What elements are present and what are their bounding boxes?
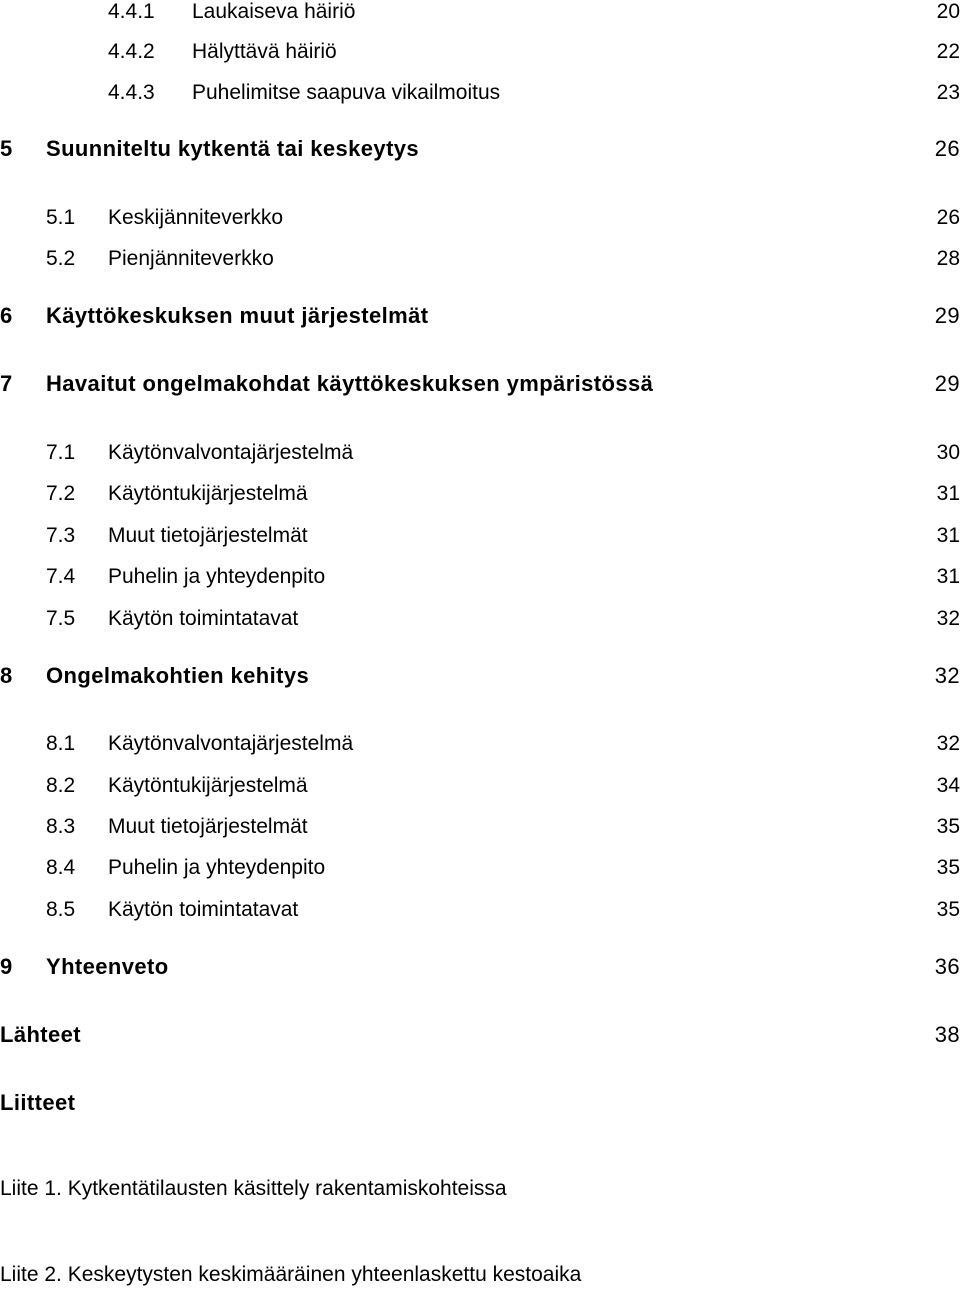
toc-chapter-7[interactable] bbox=[0, 368, 960, 400]
toc-entry-title: Käytöntukijärjestelmä bbox=[108, 774, 308, 797]
toc-entry-title: Puhelimitse saapuva vikailmoitus bbox=[192, 81, 501, 104]
toc-entry-number: 4.4.1 bbox=[108, 0, 155, 23]
toc-entry-title: Liitteet bbox=[0, 1090, 76, 1115]
toc-entry-page: 35 bbox=[936, 856, 960, 879]
toc-entry-7-4[interactable] bbox=[0, 561, 960, 593]
toc-entry-4-4-3[interactable] bbox=[0, 77, 960, 109]
toc-entry-number: 7.2 bbox=[46, 482, 76, 505]
toc-entry-number: 4.4.3 bbox=[108, 81, 155, 104]
toc-entry-page: 29 bbox=[934, 371, 960, 396]
toc-entry-number: 8.3 bbox=[46, 815, 76, 838]
toc-entry-title: Suunniteltu kytkentä tai keskeytys bbox=[46, 136, 420, 161]
toc-entry-number: 8.4 bbox=[46, 856, 76, 879]
toc-entry-4-4-1[interactable] bbox=[0, 0, 960, 28]
toc-entry-5-1[interactable] bbox=[0, 202, 960, 234]
toc-entry-title: Ongelmakohtien kehitys bbox=[46, 663, 310, 688]
toc-chapter-5[interactable] bbox=[0, 133, 960, 165]
toc-entry-page: 28 bbox=[936, 247, 960, 270]
toc-entry-number: 7.1 bbox=[46, 441, 76, 464]
toc-entry-8-1[interactable] bbox=[0, 728, 960, 760]
toc-entry-title: Käytönvalvontajärjestelmä bbox=[108, 441, 354, 464]
toc-entry-title: Lähteet bbox=[0, 1022, 82, 1047]
toc-entry-title: Muut tietojärjestelmät bbox=[108, 815, 308, 838]
toc-entry-page: 38 bbox=[934, 1022, 960, 1047]
toc-entry-7-5[interactable] bbox=[0, 603, 960, 635]
toc-entry-title: Liite 1. Kytkentätilausten käsittely rakentamiskohteissa bbox=[0, 1177, 507, 1200]
toc-entry-number: 4.4.2 bbox=[108, 40, 155, 63]
toc-entry-number: 8.2 bbox=[46, 774, 76, 797]
toc-entry-page: 31 bbox=[936, 565, 960, 588]
toc-entry-page: 30 bbox=[936, 441, 960, 464]
toc-entry-page: 35 bbox=[936, 898, 960, 921]
toc-entry-page: 32 bbox=[936, 732, 960, 755]
toc-entry-page: 32 bbox=[934, 663, 960, 688]
toc-entry-page: 23 bbox=[936, 81, 960, 104]
toc-entry-8-5[interactable] bbox=[0, 894, 960, 926]
toc-entry-7-1[interactable] bbox=[0, 437, 960, 469]
toc-entry-number: 7.3 bbox=[46, 524, 76, 547]
toc-entry-number: 8.1 bbox=[46, 732, 76, 755]
toc-entry-number: 9 bbox=[0, 954, 13, 979]
toc-entry-page: 36 bbox=[934, 954, 960, 979]
toc-entry-number: 5.2 bbox=[46, 247, 76, 270]
toc-entry-title: Käytön toimintatavat bbox=[108, 607, 299, 630]
toc-entry-title: Käytöntukijärjestelmä bbox=[108, 482, 308, 505]
toc-entry-4-4-2[interactable] bbox=[0, 36, 960, 68]
toc-entry-8-2[interactable] bbox=[0, 770, 960, 802]
toc-entry-number: 7 bbox=[0, 371, 13, 396]
toc-lahteet[interactable] bbox=[0, 1019, 960, 1051]
toc-entry-title: Käyttökeskuksen muut järjestelmät bbox=[46, 303, 429, 328]
toc-entry-number: 8 bbox=[0, 663, 13, 688]
toc-entry-number: 8.5 bbox=[46, 898, 76, 921]
toc-entry-page: 34 bbox=[936, 774, 960, 797]
toc-entry-page: 22 bbox=[936, 40, 960, 63]
toc-entry-title: Hälyttävä häiriö bbox=[192, 40, 337, 63]
toc-entry-8-4[interactable] bbox=[0, 852, 960, 884]
toc-entry-page: 26 bbox=[934, 136, 960, 161]
toc-chapter-9[interactable] bbox=[0, 951, 960, 983]
toc-chapter-8[interactable] bbox=[0, 660, 960, 692]
toc-entry-number: 7.5 bbox=[46, 607, 76, 630]
toc-entry-page: 31 bbox=[936, 482, 960, 505]
toc-entry-page: 29 bbox=[934, 303, 960, 328]
toc-entry-title: Käytönvalvontajärjestelmä bbox=[108, 732, 354, 755]
toc-entry-7-3[interactable] bbox=[0, 520, 960, 552]
toc-entry-title: Muut tietojärjestelmät bbox=[108, 524, 308, 547]
toc-entry-8-3[interactable] bbox=[0, 811, 960, 843]
toc-entry-7-2[interactable] bbox=[0, 478, 960, 510]
toc-entry-page: 35 bbox=[936, 815, 960, 838]
toc-entry-5-2[interactable] bbox=[0, 243, 960, 275]
toc-entry-page: 31 bbox=[936, 524, 960, 547]
toc-entry-number: 5.1 bbox=[46, 206, 76, 229]
toc-entry-title: Laukaiseva häiriö bbox=[192, 0, 356, 23]
toc-liite-1[interactable] bbox=[0, 1173, 960, 1205]
toc-entry-title: Pienjänniteverkko bbox=[108, 247, 274, 270]
toc-entry-number: 7.4 bbox=[46, 565, 76, 588]
toc-entry-page: 20 bbox=[936, 0, 960, 23]
toc-chapter-6[interactable] bbox=[0, 300, 960, 332]
toc-entry-title: Käytön toimintatavat bbox=[108, 898, 299, 921]
toc-entry-title: Havaitut ongelmakohdat käyttökeskuksen ympäristössä bbox=[46, 371, 654, 396]
toc-entry-title: Liite 2. Keskeytysten keskimääräinen yhteenlaskettu kestoaika bbox=[0, 1263, 582, 1286]
toc-entry-number: 6 bbox=[0, 303, 13, 328]
toc-entry-number: 5 bbox=[0, 136, 13, 161]
toc-entry-title: Keskijänniteverkko bbox=[108, 206, 284, 229]
toc-entry-page: 32 bbox=[936, 607, 960, 630]
toc-liite-2[interactable] bbox=[0, 1259, 960, 1291]
toc-liitteet[interactable] bbox=[0, 1087, 960, 1119]
toc-entry-title: Puhelin ja yhteydenpito bbox=[108, 565, 326, 588]
toc-entry-title: Puhelin ja yhteydenpito bbox=[108, 856, 326, 879]
toc-entry-title: Yhteenveto bbox=[46, 954, 169, 979]
toc-entry-page: 26 bbox=[936, 206, 960, 229]
